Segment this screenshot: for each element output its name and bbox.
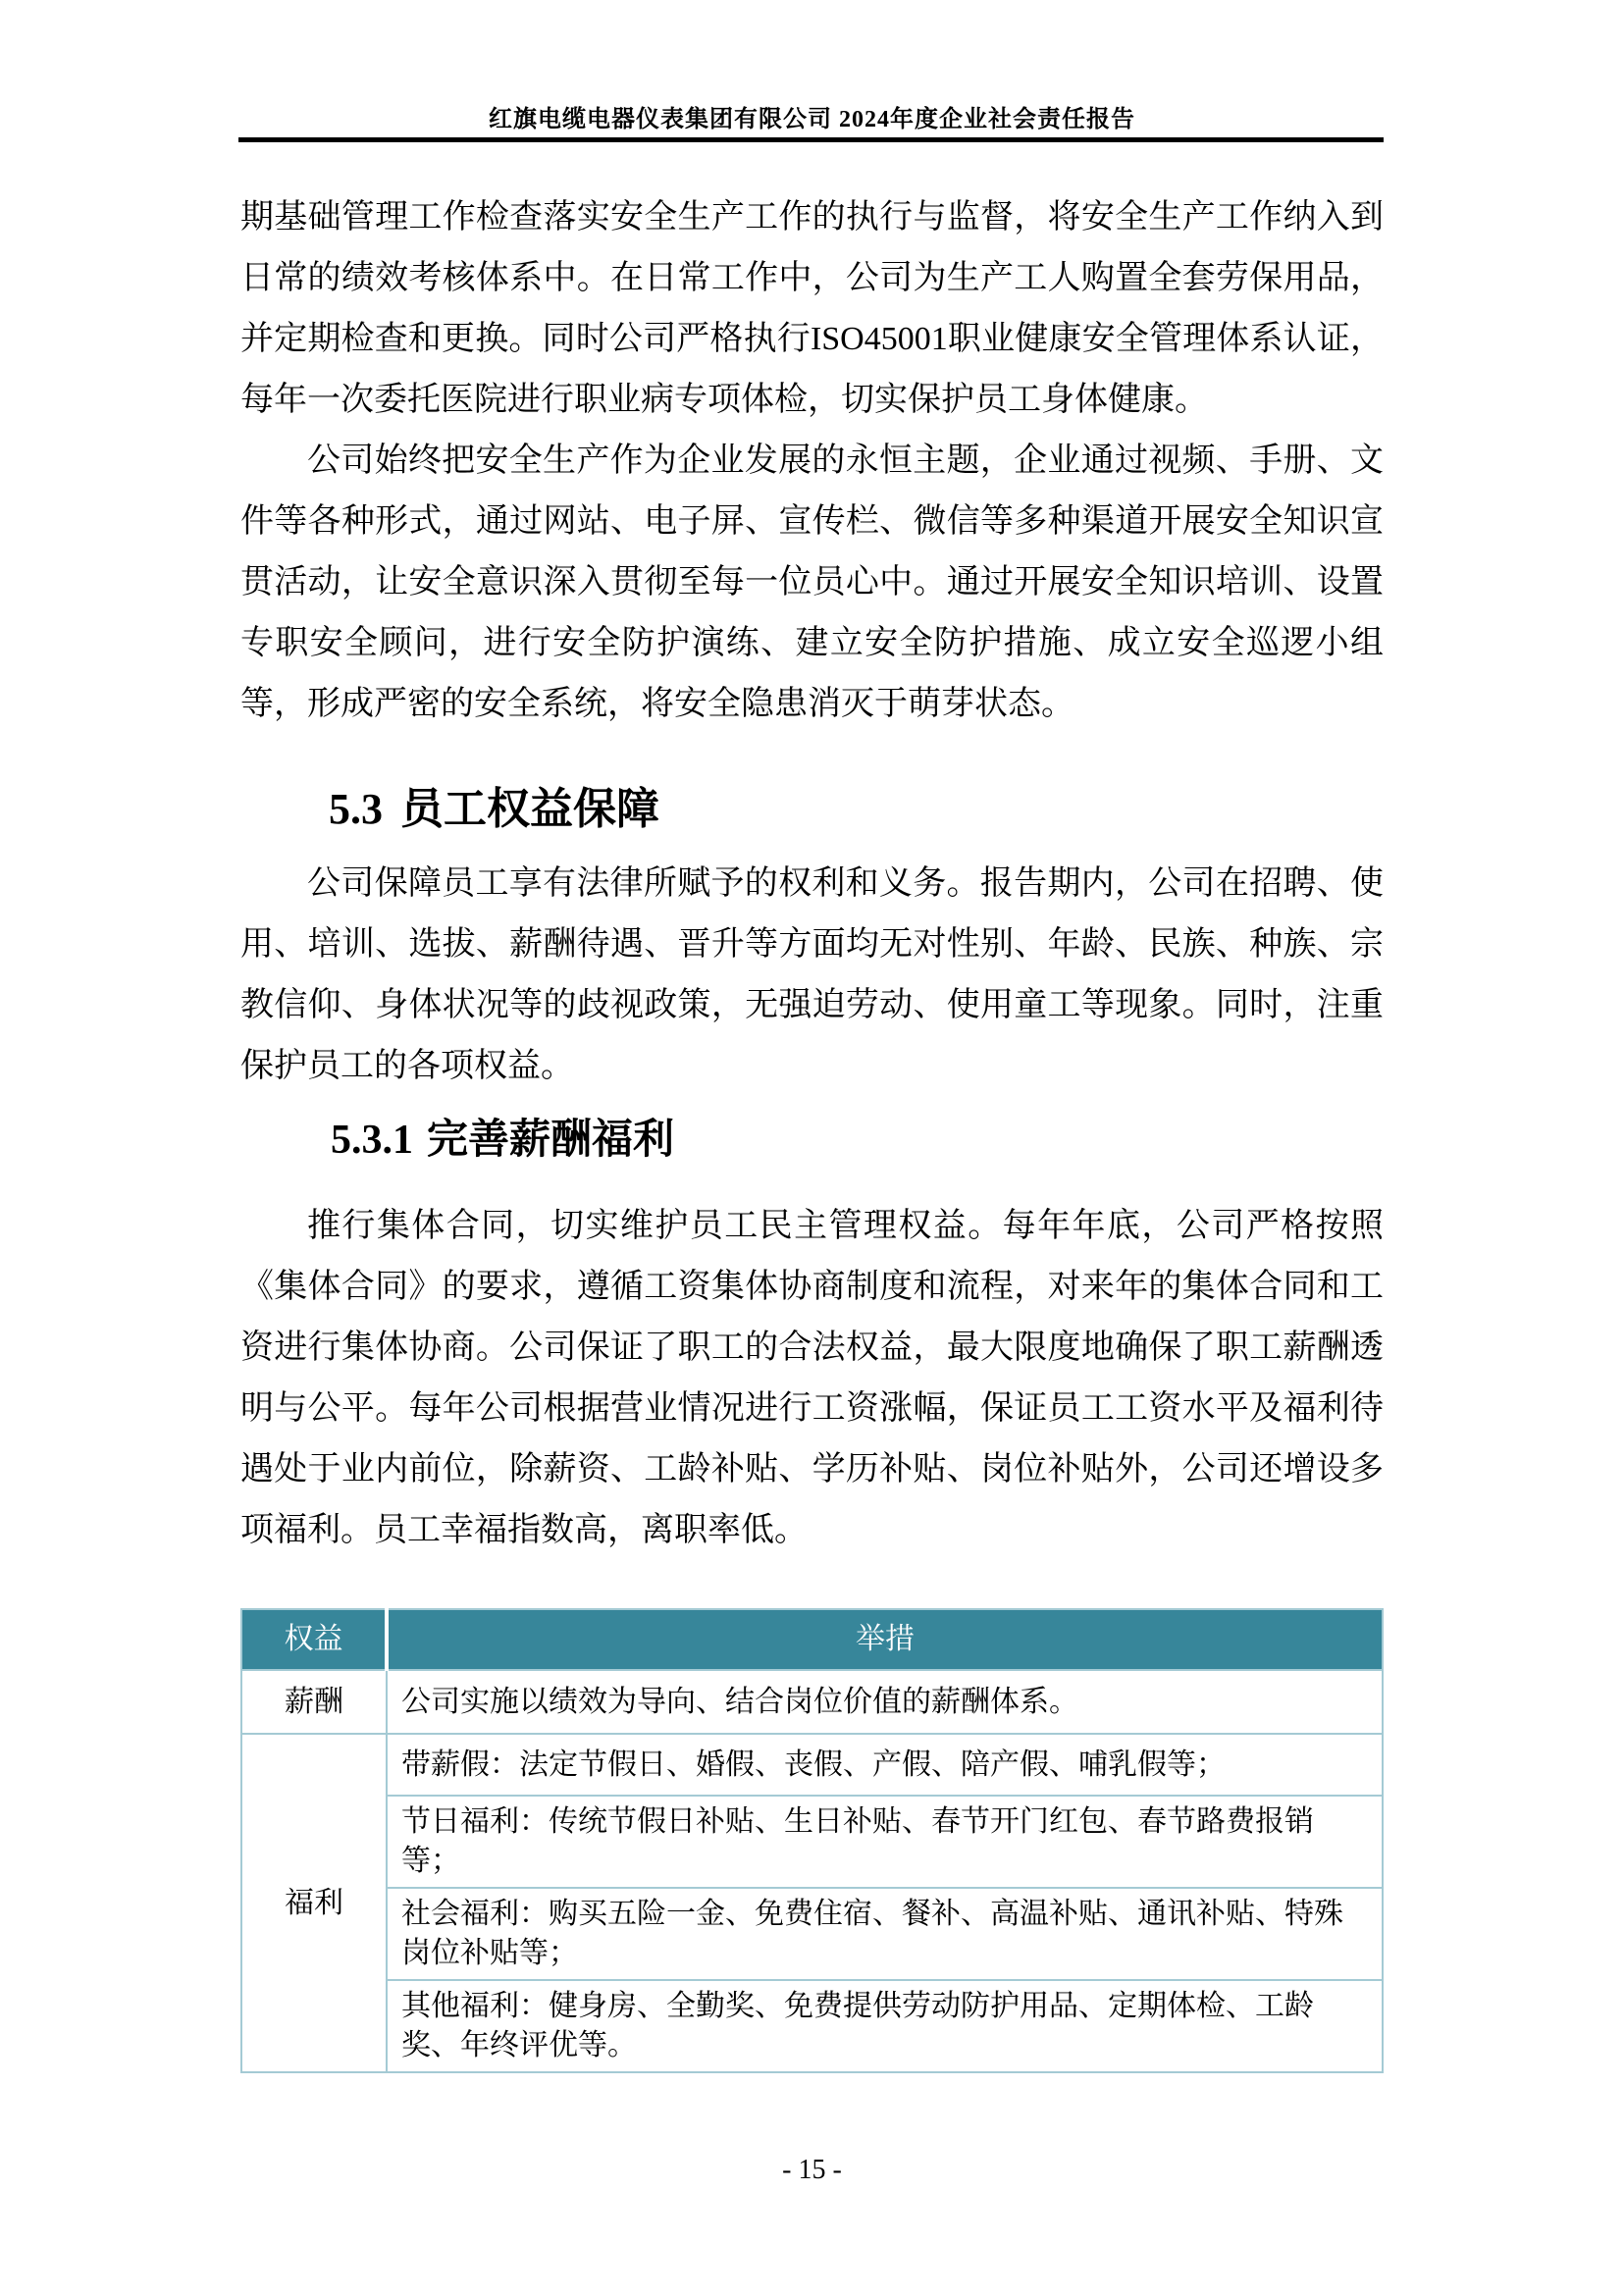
table-header-row <box>241 1609 1383 1670</box>
paragraph-safety-culture: 公司始终把安全生产作为企业发展的永恒主题，企业通过视频、手册、文件等各种形式，通过网站、电子屏、宣传栏、微信等多种渠道开展安全知识宣贯活动，让安全意识深入贯彻至每一位员心中。通过开展安全知识培训、设置专职安全顾问，进行安全防护演练、建立安全防护措施、成立安全巡逻小组等，形成严密的安全系统，将安全隐患消灭于萌芽状态。 <box>240 443 1384 722</box>
paragraph-employee-rights: 公司保障员工享有法律所赋予的权利和义务。报告期内，公司在招聘、使用、培训、选拔、薪酬待遇、晋升等方面均无对性别、年龄、民族、种族、宗教信仰、身体状况等的歧视政策，无强迫劳动、使用童工等现象。同时，注重保护员工的各项权益。 <box>240 865 1384 1084</box>
table-row-salary <box>241 1670 1383 1734</box>
header-rule <box>238 137 1384 142</box>
table-cell-holiday-welfare: 节日福利：传统节假日补贴、生日补贴、春节开门红包、春节路费报销等； <box>387 1796 1383 1888</box>
subsection-number: 5.3.1 <box>331 1118 413 1163</box>
table-cell-salary-measure: 公司实施以绩效为导向、结合岗位价值的薪酬体系。 <box>387 1670 1383 1734</box>
table-header-rights: 权益 <box>241 1609 387 1670</box>
table-row-paid-leave <box>241 1734 1383 1796</box>
page-content <box>240 187 1384 2073</box>
paragraph-safety-supervision: 期基础管理工作检查落实安全生产工作的执行与监督，将安全生产工作纳入到日常的绩效考核体系中。在日常工作中，公司为生产工人购置全套劳保用品，并定期检查和更换。同时公司严格执行ISO45001职业健康安全管理体系认证，每年一次委托医院进行职业病专项体检，切实保护员工身体健康。 <box>240 199 1384 418</box>
section-heading-5-3-1 <box>331 1110 1384 1171</box>
running-header-title: 红旗电缆电器仪表集团有限公司 2024年度企业社会责任报告 <box>489 107 1135 132</box>
table-header-measures: 举措 <box>387 1609 1383 1670</box>
table-row-holiday-welfare <box>241 1796 1383 1888</box>
section-number: 5.3 <box>329 785 383 833</box>
table-cell-category-salary: 薪酬 <box>241 1670 387 1734</box>
section-title: 员工权益保障 <box>400 785 659 833</box>
subsection-title: 完善薪酬福利 <box>427 1118 675 1163</box>
table-cell-category-welfare: 福利 <box>241 1734 387 2072</box>
table-row-other-welfare <box>241 1980 1383 2072</box>
page-number: - 15 - <box>782 2155 842 2185</box>
paragraph-collective-contract: 推行集体合同，切实维护员工民主管理权益。每年年底，公司严格按照《集体合同》的要求，遵循工资集体协商制度和流程，对来年的集体合同和工资进行集体协商。公司保证了职工的合法权益，最大限度地确保了职工薪酬透明与公平。每年公司根据营业情况进行工资涨幅，保证员工工资水平及福利待遇处于业内前位，除薪资、工龄补贴、学历补贴、岗位补贴外，公司还增设多项福利。员工幸福指数高，离职率低。 <box>240 1208 1384 1548</box>
section-heading-5-3 <box>329 779 1384 840</box>
table-cell-social-welfare: 社会福利：购买五险一金、免费住宿、餐补、高温补贴、通讯补贴、特殊岗位补贴等； <box>387 1888 1383 1980</box>
table-row-social-welfare <box>241 1888 1383 1980</box>
benefits-table <box>240 1608 1384 2073</box>
table-cell-other-welfare: 其他福利：健身房、全勤奖、免费提供劳动防护用品、定期体检、工龄奖、年终评优等。 <box>387 1980 1383 2072</box>
table-cell-paid-leave: 带薪假：法定节假日、婚假、丧假、产假、陪产假、哺乳假等； <box>387 1734 1383 1796</box>
